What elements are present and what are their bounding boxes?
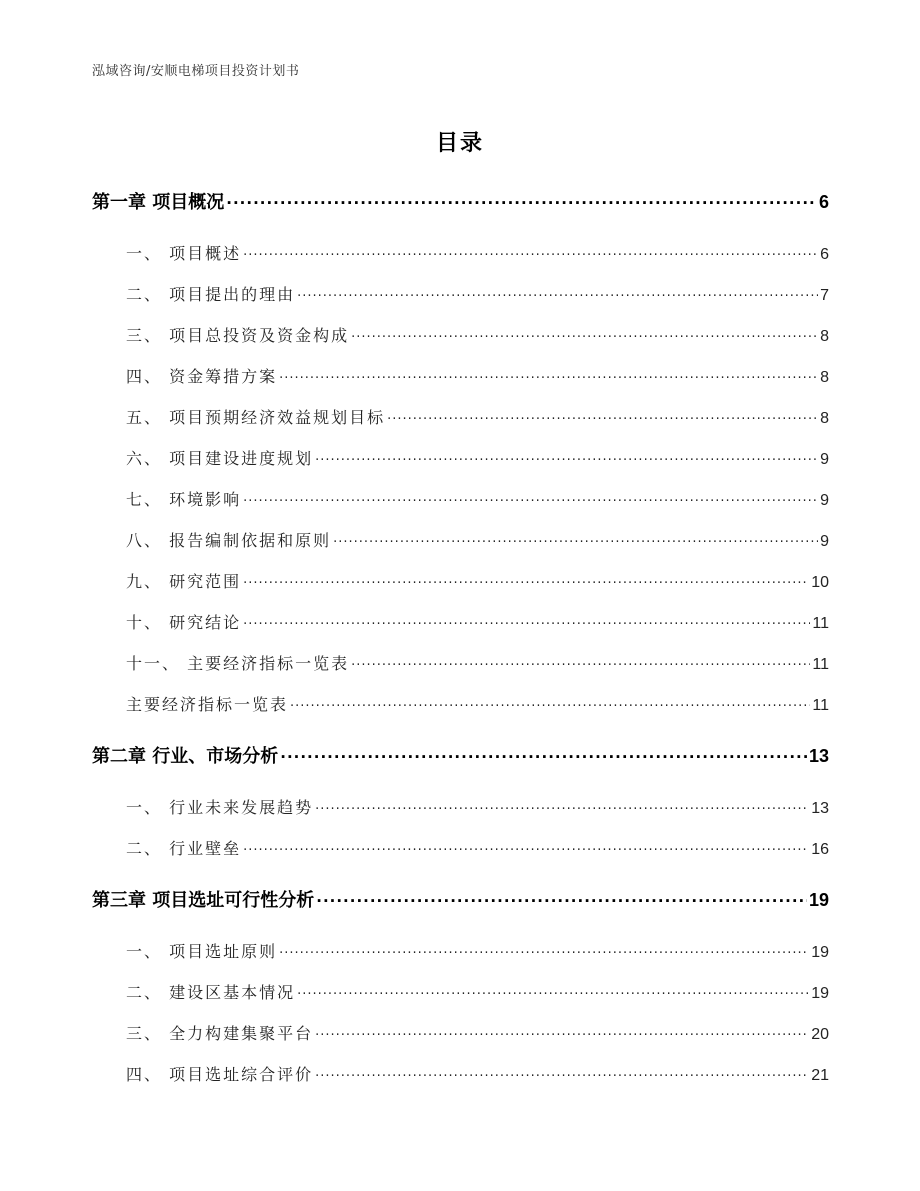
toc-chapter-entry[interactable] (92, 742, 829, 768)
toc-entry-label: 第三章 项目选址可行性分析 (92, 890, 315, 911)
toc-section-entry[interactable] (92, 692, 829, 715)
toc-page-number: 20 (811, 1026, 829, 1043)
dot-leader (315, 1023, 809, 1039)
dot-leader (243, 243, 818, 259)
toc-section-entry[interactable] (92, 980, 829, 1003)
toc-entry-label: 四、 项目选址综合评价 (126, 1065, 314, 1084)
toc-page-number: 8 (820, 328, 829, 345)
dot-leader (315, 448, 818, 464)
toc-entry-label: 第二章 行业、市场分析 (92, 746, 279, 767)
dot-leader (351, 653, 810, 669)
dot-leader (333, 530, 818, 546)
toc-entry-label: 一、 项目选址原则 (126, 942, 278, 961)
toc-page-number: 9 (820, 451, 829, 468)
dot-leader (243, 571, 809, 587)
toc-section-entry[interactable] (92, 1062, 829, 1085)
toc-entry-label: 二、 行业壁垒 (126, 839, 242, 858)
toc-page-number: 19 (811, 944, 829, 961)
toc-section-entry[interactable] (92, 405, 829, 428)
toc-entry-label: 第一章 项目概况 (92, 192, 225, 213)
dot-leader (280, 744, 807, 762)
dot-leader (243, 838, 809, 854)
dot-leader (279, 366, 818, 382)
toc-entry-label: 三、 全力构建集聚平台 (126, 1024, 314, 1043)
toc-entry-label: 四、 资金筹措方案 (126, 367, 278, 386)
dot-leader (387, 407, 818, 423)
toc-page-number: 16 (811, 841, 829, 858)
toc-entry-label: 六、 项目建设进度规划 (126, 449, 314, 468)
toc-page-number: 11 (812, 615, 829, 632)
toc-entry-label: 三、 项目总投资及资金构成 (126, 326, 350, 345)
toc-entry-label: 十、 研究结论 (126, 613, 242, 632)
toc-entry-label: 八、 报告编制依据和原则 (126, 531, 332, 550)
dot-leader (297, 284, 818, 300)
toc-chapter-entry[interactable] (92, 188, 829, 214)
toc-entry-label: 二、 建设区基本情况 (126, 983, 296, 1002)
dot-leader (226, 190, 817, 208)
toc-page-number: 19 (811, 985, 829, 1002)
toc-section-entry[interactable] (92, 1021, 829, 1044)
toc-page-number: 8 (820, 369, 829, 386)
toc-page-number: 9 (820, 533, 829, 550)
toc-entry-label: 二、 项目提出的理由 (126, 285, 296, 304)
toc-page-number: 19 (808, 890, 829, 910)
toc-entry-label: 五、 项目预期经济效益规划目标 (126, 408, 386, 427)
dot-leader (315, 797, 809, 813)
toc-page-number: 10 (811, 574, 829, 591)
running-header: 泓域咨询/安顺电梯项目投资计划书 (92, 64, 300, 79)
toc-entry-label: 九、 研究范围 (126, 572, 242, 591)
toc-entry-label: 一、 项目概述 (126, 244, 242, 263)
toc-entry-label: 一、 行业未来发展趋势 (126, 798, 314, 817)
dot-leader (279, 941, 809, 957)
toc-entry-label: 主要经济指标一览表 (126, 695, 289, 714)
toc-page-number: 8 (820, 410, 829, 427)
toc-section-entry[interactable] (92, 528, 829, 551)
toc-chapter-entry[interactable] (92, 886, 829, 912)
toc-page-number: 7 (820, 287, 829, 304)
dot-leader (297, 982, 809, 998)
toc-title: 目录 (435, 131, 484, 156)
dot-leader (243, 612, 810, 628)
toc-page-number: 11 (812, 656, 829, 673)
toc-entry-label: 七、 环境影响 (126, 490, 242, 509)
toc-section-entry[interactable] (92, 569, 829, 592)
toc-page-number: 13 (811, 800, 829, 817)
toc-page-number: 6 (820, 246, 829, 263)
toc-section-entry[interactable] (92, 836, 829, 859)
dot-leader (351, 325, 818, 341)
toc-page-number: 9 (820, 492, 829, 509)
toc-section-entry[interactable] (92, 487, 829, 510)
dot-leader (315, 1064, 809, 1080)
toc-section-entry[interactable] (92, 651, 829, 674)
dot-leader (243, 489, 818, 505)
toc-section-entry[interactable] (92, 323, 829, 346)
dot-leader (316, 888, 807, 906)
toc-section-entry[interactable] (92, 795, 829, 818)
toc-section-entry[interactable] (92, 446, 829, 469)
toc-section-entry[interactable] (92, 610, 829, 633)
toc-page-number: 11 (812, 697, 829, 714)
toc-page-number: 21 (811, 1067, 829, 1084)
toc-section-entry[interactable] (92, 241, 829, 264)
dot-leader (290, 694, 810, 710)
toc-section-entry[interactable] (92, 364, 829, 387)
toc-section-entry[interactable] (92, 282, 829, 305)
toc-section-entry[interactable] (92, 939, 829, 962)
toc-page-number: 13 (808, 746, 829, 766)
toc-entry-label: 十一、 主要经济指标一览表 (126, 654, 350, 673)
toc-page-number: 6 (818, 192, 829, 212)
